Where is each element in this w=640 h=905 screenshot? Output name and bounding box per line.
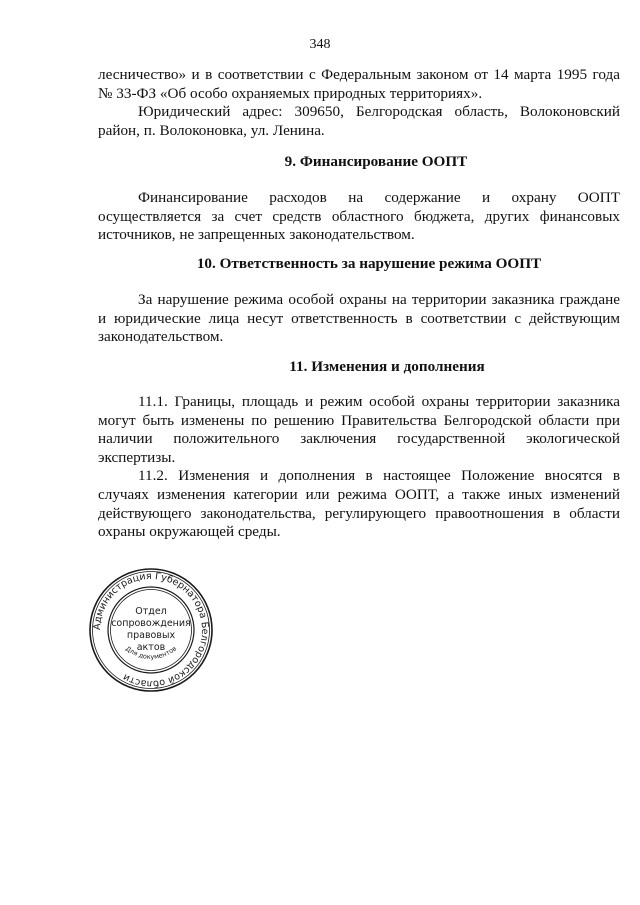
section-10-body bbox=[98, 291, 620, 347]
stamp-inner-line-4: актов bbox=[136, 642, 166, 653]
intro-block bbox=[98, 66, 620, 140]
section-11-paragraph-1: 11.1. Границы, площадь и режим особой охраны территории заказника могут быть изменены по решению Правительства Белгородской области при наличии положительного заключения государственной экологической экспертизы. bbox=[98, 393, 620, 466]
section-11-body bbox=[98, 393, 620, 542]
section-9-paragraph: Финансирование расходов на содержание и охрану ООПТ осуществляется за счет средств областного бюджета, других финансовых источников, не запрещенных законодательством. bbox=[98, 189, 620, 244]
stamp-bottom-text: Для документов bbox=[123, 644, 179, 662]
intro-paragraph-1: лесничество» и в соответствии с Федеральным законом от 14 марта 1995 года № 33-ФЗ «Об особо охраняемых природных территориях». bbox=[98, 66, 620, 102]
stamp-inner-line-2: сопровождения bbox=[111, 618, 191, 629]
official-stamp bbox=[88, 567, 214, 693]
section-9-heading: 9. Финансирование ООПТ bbox=[284, 153, 468, 170]
section-10-paragraph: За нарушение режима особой охраны на территории заказника граждане и юридические лица несут ответственность в соответствии с действующим законодательством. bbox=[98, 291, 620, 346]
intro-paragraph-address: Юридический адрес: 309650, Белгородская область, Волоконовский район, п. Волоконовка, ул. Ленина. bbox=[98, 103, 620, 139]
section-11-heading: 11. Изменения и дополнения bbox=[289, 358, 485, 375]
stamp-ring-text: Администрация Губернатора Белгородской области bbox=[91, 570, 211, 690]
stamp-inner-line-3: правовых bbox=[126, 630, 176, 641]
section-11-paragraph-2: 11.2. Изменения и дополнения в настоящее Положение вносятся в случаях изменения категории или режима ООПТ, а также иных изменений действующего законодательства, регулирующего правоотношения в области охраны окружающей среды. bbox=[98, 467, 620, 541]
section-9-body bbox=[98, 189, 620, 245]
stamp-inner-line-1: Отдел bbox=[135, 606, 167, 617]
page-number: 348 bbox=[309, 37, 331, 52]
section-10-heading: 10. Ответственность за нарушение режима ООПТ bbox=[196, 255, 542, 272]
